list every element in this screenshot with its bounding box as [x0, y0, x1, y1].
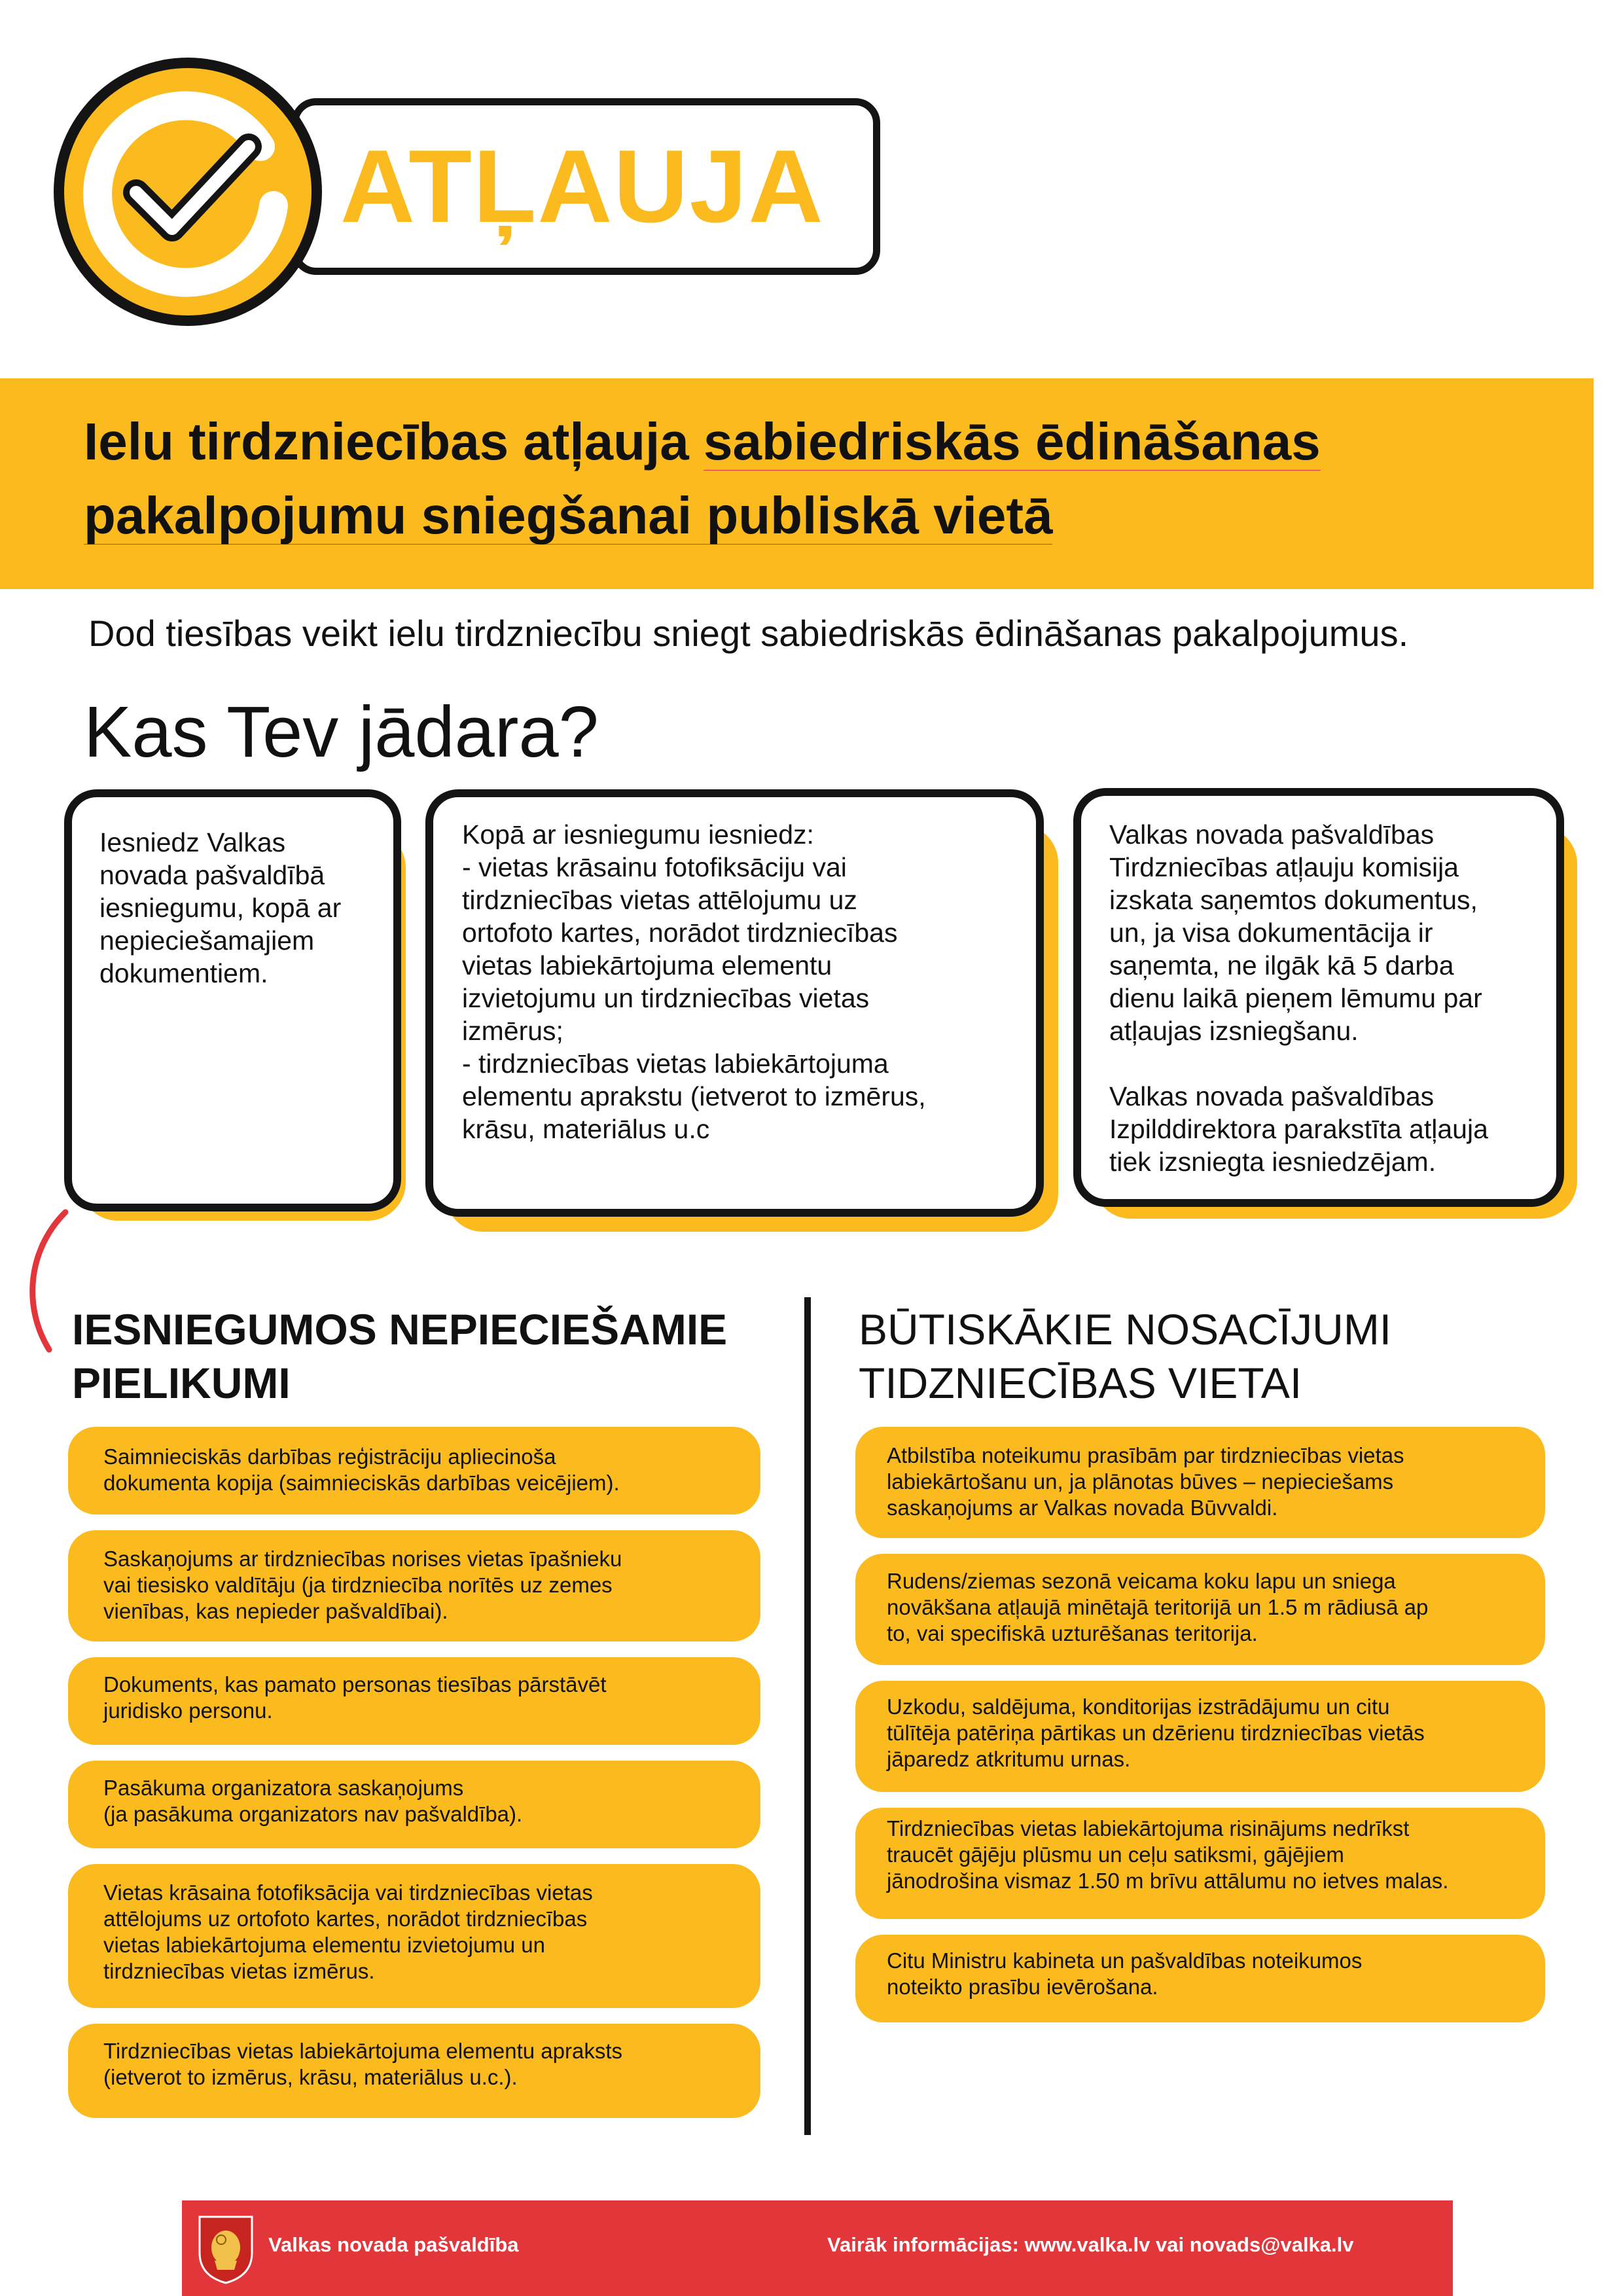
headline-line-1 [84, 409, 1321, 475]
intro-text: Dod tiesības veikt ielu tirdzniecību sniegt sabiedriskās ēdināšanas pakalpojumus. [88, 613, 1409, 654]
headline-underlined-2: pakalpojumu sniegšanai publiskā vietā [84, 486, 1053, 545]
attachments-heading-line-2: PIELIKUMI [72, 1359, 291, 1407]
headline-plain: Ielu tirdzniecības atļauja [84, 412, 704, 471]
checkmark-logo [54, 58, 322, 326]
attachment-item-text: Saskaņojums ar tirdzniecības norises vietas īpašnieku vai tiesisko valdītāju (ja tirdzniecība norītēs uz zemes vienības, kas nepieder pašvaldībai). [103, 1547, 622, 1623]
page-title: ATĻAUJA [340, 129, 825, 244]
attachment-item-text: Dokuments, kas pamato personas tiesības pārstāvēt juridisko personu. [103, 1672, 607, 1723]
attachment-item-text: Saimnieciskās darbības reģistrāciju apliecinoša dokumenta kopija (saimnieciskās darbības veicējiem). [103, 1444, 620, 1495]
condition-item-text: Uzkodu, saldējuma, konditorijas izstrādājumu un citu tūlītēja patēriņa pārtikas un dzērienu tirdzniecības vietās jāparedz atkritumu urnas. [887, 1695, 1425, 1771]
conditions-heading-line-2: TIDZNIECĪBAS VIETAI [859, 1359, 1302, 1407]
attachment-item-text: Tirdzniecības vietas labiekārtojuma elementu apraksts (ietverot to izmērus, krāsu, materiālus u.c.). [103, 2039, 622, 2089]
attachment-item-text: Pasākuma organizatora saskaņojums (ja pasākuma organizators nav pašvaldība). [103, 1776, 523, 1826]
coat-of-arms-icon [196, 2214, 255, 2286]
checkmark-icon [64, 68, 312, 315]
step-2-text: Kopā ar iesniegumu iesniedz: - vietas krāsainu fotofiksāciju vai tirdzniecības vietas attēlojumu uz ortofoto kartes, norādot tirdzniecības vietas labiekārtojuma elementu izvietojumu un tirdzniecības vietas izmērus; - tirdzniecības vietas labiekārtojuma elementu aprakstu (ietverot to izmērus, krāsu, materiālus u.c [462, 819, 926, 1144]
condition-item-text: Tirdzniecības vietas labiekārtojuma risinājums nedrīkst traucēt gājēju plūsmu un ceļu satiksmi, gājējiem jānodrošina vismaz 1.50 m brīvu attālumu no ietves malas. [887, 1816, 1449, 1893]
headline-underlined-1: sabiedriskās ēdināšanas [703, 412, 1321, 471]
attachment-item-text: Vietas krāsaina fotofiksācija vai tirdzniecības vietas attēlojums uz ortofoto kartes, norādot tirdzniecības vietas labiekārtojuma elementu izvietojumu un tirdzniecības vietas izmērus. [103, 1880, 593, 1983]
step-3-text: Valkas novada pašvaldības Tirdzniecības atļauju komisija izskata saņemtos dokumentus, un, ja visa dokumentācija ir saņemta, ne ilgāk kā 5 darba dienu laikā pieņem lēmumu par atļaujas izsniegšanu. Valkas novada pašvaldības Izpilddirektora parakstīta atļauja tiek izsniegta iesniedzējam. [1109, 819, 1488, 1177]
footer-contact-info: Vairāk informācijas: www.valka.lv vai novads@valka.lv [827, 2233, 1354, 2256]
condition-item-text: Rudens/ziemas sezonā veicama koku lapu un sniega novākšana atļaujā minētajā teritorijā un 1.5 m rādiusā ap to, vai specifiskā uzturēšanas teritorija. [887, 1569, 1429, 1645]
footer-organization: Valkas novada pašvaldība [268, 2233, 519, 2256]
column-divider [804, 1297, 811, 2135]
section-heading: Kas Tev jādara? [84, 692, 599, 772]
headline-line-2 [84, 483, 1052, 548]
condition-item-text: Atbilstība noteikumu prasībām par tirdzniecības vietas labiekārtošanu un, ja plānotas būves – nepieciešams saskaņojums ar Valkas novada Būvvaldi. [887, 1443, 1404, 1520]
step-1-text: Iesniedz Valkas novada pašvaldībā iesniegumu, kopā ar nepieciešamajiem dokumentiem. [99, 827, 342, 988]
condition-item-text: Citu Ministru kabineta un pašvaldības noteikumos noteikto prasību ievērošana. [887, 1948, 1363, 1999]
conditions-heading-line-1: BŪTISKĀKIE NOSACĪJUMI [859, 1305, 1392, 1354]
attachments-heading-line-1: IESNIEGUMOS NEPIECIEŠAMIE [72, 1305, 728, 1354]
